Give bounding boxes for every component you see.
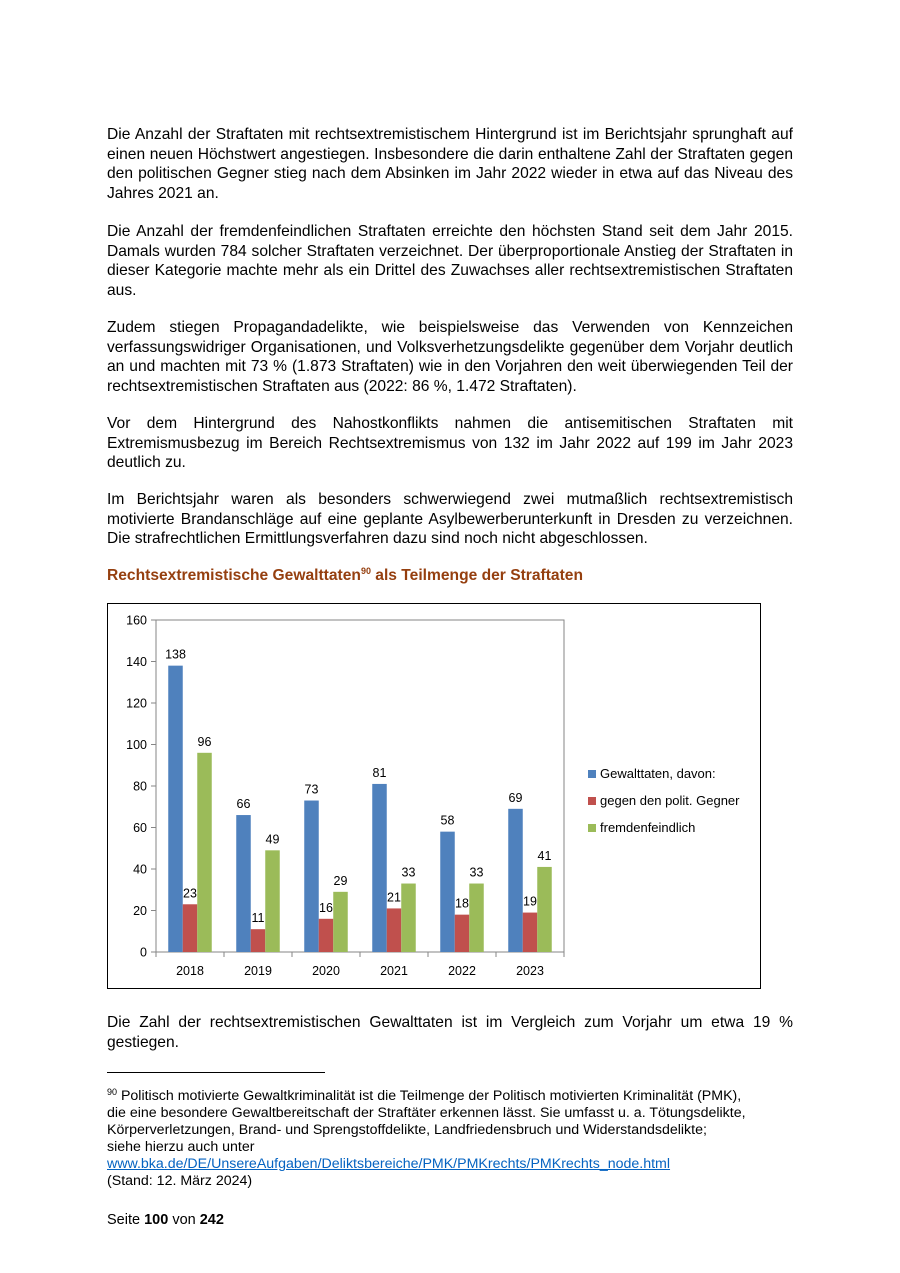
y-tick-label: 120 [126, 696, 147, 711]
chart-heading [107, 566, 583, 585]
data-label: 58 [440, 813, 455, 828]
legend-label: Gewalttaten, davon: [600, 766, 716, 781]
data-label: 49 [265, 832, 280, 847]
data-label: 81 [372, 765, 387, 780]
bar [319, 919, 334, 952]
x-tick-label: 2019 [244, 964, 272, 978]
bar [372, 784, 387, 952]
x-tick-label: 2021 [380, 964, 408, 978]
plot-area-border [156, 620, 564, 952]
data-label: 21 [387, 890, 401, 905]
bar [440, 832, 455, 952]
footnote-separator [107, 1072, 325, 1073]
footnote-line-1: $^{90}$ Politisch motivierte Gewaltkriminalität ist die Teilmenge der Politisch motivierten Kriminalität (PMK), [107, 1087, 742, 1104]
chart-legend [588, 760, 740, 841]
bar [537, 867, 552, 952]
paragraph-3: Zudem stiegen Propagandadelikte, wie beispielsweise das Verwenden von Kennzeichen verfassungswidriger Organisationen, und Volksverhetzungsdelikte gegenüber dem Vorjahr deutlich an und machten mit 73 % (1.873 Straftaten) wie in den Vorjahren den weit überwiegenden Teil der rechtsextremistischen Straftaten aus (2022: 86 %, 1.472 Straftaten). [107, 319, 793, 395]
y-tick-label: 160 [126, 613, 147, 628]
data-label: 69 [508, 790, 523, 805]
bar [469, 884, 484, 952]
footnote-line-3: Körperverletzungen, Brand- und Sprengstoffdelikte, Landfriedensbruch und Widerstandsdelikte; [107, 1122, 707, 1138]
bar [387, 908, 402, 952]
legend-swatch [588, 824, 596, 832]
legend-label: gegen den polit. Gegner [600, 793, 740, 808]
data-label: 41 [537, 848, 552, 863]
x-tick-label: 2018 [176, 964, 204, 978]
data-label: 16 [319, 900, 333, 915]
footnote-ref[interactable]: 90 [360, 566, 371, 576]
legend-item [588, 814, 740, 841]
data-label: 33 [469, 865, 484, 880]
total-pages: 242 [199, 1212, 224, 1228]
x-tick-label: 2022 [448, 964, 476, 978]
footnote-stand: (Stand: 12. März 2024) [107, 1173, 253, 1189]
bar [197, 753, 212, 952]
paragraph-4: Vor dem Hintergrund des Nahostkonflikts nahmen die antisemitischen Straftaten mit Extremismusbezug im Bereich Rechtsextremismus von 132 im Jahr 2022 auf 199 im Jahr 2023 deutlich zu. [107, 415, 793, 471]
paragraph-1: Die Anzahl der Straftaten mit rechtsextremistischem Hintergrund ist im Berichtsjahr sprunghaft auf einen neuen Höchstwert angestiegen. Insbesondere die darin enthaltene Zahl der Straftaten gegen den politischen Gegner stieg nach dem Absinken im Jahr 2022 wieder in etwa auf das Niveau des Jahres 2021 an. [107, 126, 793, 202]
legend-swatch [588, 770, 596, 778]
data-label: 33 [401, 865, 416, 880]
bar [401, 884, 416, 952]
legend-item [588, 760, 740, 787]
footnote-line-2: die eine besondere Gewaltbereitschaft der Straftäter erkennen lässt. Sie umfasst u. a. Tötungsdelikte, [107, 1105, 746, 1121]
y-tick-label: 80 [133, 779, 147, 794]
x-tick-label: 2023 [516, 964, 544, 978]
legend-item [588, 787, 740, 814]
y-tick-label: 0 [140, 945, 147, 960]
bar [265, 850, 280, 952]
x-tick-label: 2020 [312, 964, 340, 978]
data-label: 138 [165, 647, 186, 662]
chart-heading-text: Rechtsextremistische Gewalttaten [107, 567, 361, 584]
data-label: 66 [236, 797, 251, 812]
paragraph-2: Die Anzahl der fremdenfeindlichen Straftaten erreichte den höchsten Stand seit dem Jahr 2015. Damals wurden 784 solcher Straftaten verzeichnet. Der überproportionale Anstieg der Straftaten in dieser Kategorie machte mehr als ein Drittel des Zuwachses aller rechtsextremistischen Straftaten aus. [107, 223, 793, 299]
y-tick-label: 100 [126, 738, 147, 752]
data-label: 18 [455, 896, 469, 911]
bka-link[interactable]: www.bka.de/DE/UnsereAufgaben/Deliktsbereiche/PMK/PMKrechts/PMKrechts_node.html [107, 1156, 671, 1172]
bar [304, 801, 319, 952]
y-tick-label: 140 [126, 655, 147, 669]
data-label: 29 [333, 873, 348, 888]
page-number: Seite 100 von 242 [107, 1212, 224, 1228]
bar [236, 815, 251, 952]
bar [523, 913, 538, 952]
current-page: 100 [144, 1212, 169, 1228]
summary-paragraph: Die Zahl der rechtsextremistischen Gewalttaten ist im Vergleich zum Vorjahr um etwa 19 % gestiegen. [107, 1014, 793, 1051]
footnote-line-4: siehe hierzu auch unter [107, 1139, 255, 1155]
chart-heading-text-after: als Teilmenge der Straftaten [370, 567, 583, 584]
data-label: 96 [197, 734, 212, 749]
data-label: 11 [251, 911, 265, 926]
y-tick-label: 20 [133, 904, 147, 918]
legend-label: fremdenfeindlich [600, 820, 696, 835]
bar [183, 904, 198, 952]
bar [508, 809, 523, 952]
footnote-number: 90 [107, 1087, 118, 1097]
data-label: 23 [183, 886, 197, 901]
legend-swatch [588, 797, 596, 805]
data-label: 19 [523, 894, 537, 909]
footnote [107, 1084, 807, 1190]
y-tick-label: 40 [133, 862, 147, 877]
bar [251, 929, 266, 952]
y-tick-label: 60 [133, 821, 147, 835]
bar [333, 892, 348, 952]
paragraph-5: Im Berichtsjahr waren als besonders schwerwiegend zwei mutmaßlich rechtsextremistisch motivierte Brandanschläge auf eine geplante Asylbewerberunterkunft in Dresden zu verzeichnen. Die strafrechtlichen Ermittlungsverfahren dazu sind noch nicht abgeschlossen. [107, 491, 793, 547]
bar [168, 666, 183, 952]
data-label: 73 [304, 782, 319, 797]
bar [455, 915, 470, 952]
bar-chart [107, 603, 761, 989]
